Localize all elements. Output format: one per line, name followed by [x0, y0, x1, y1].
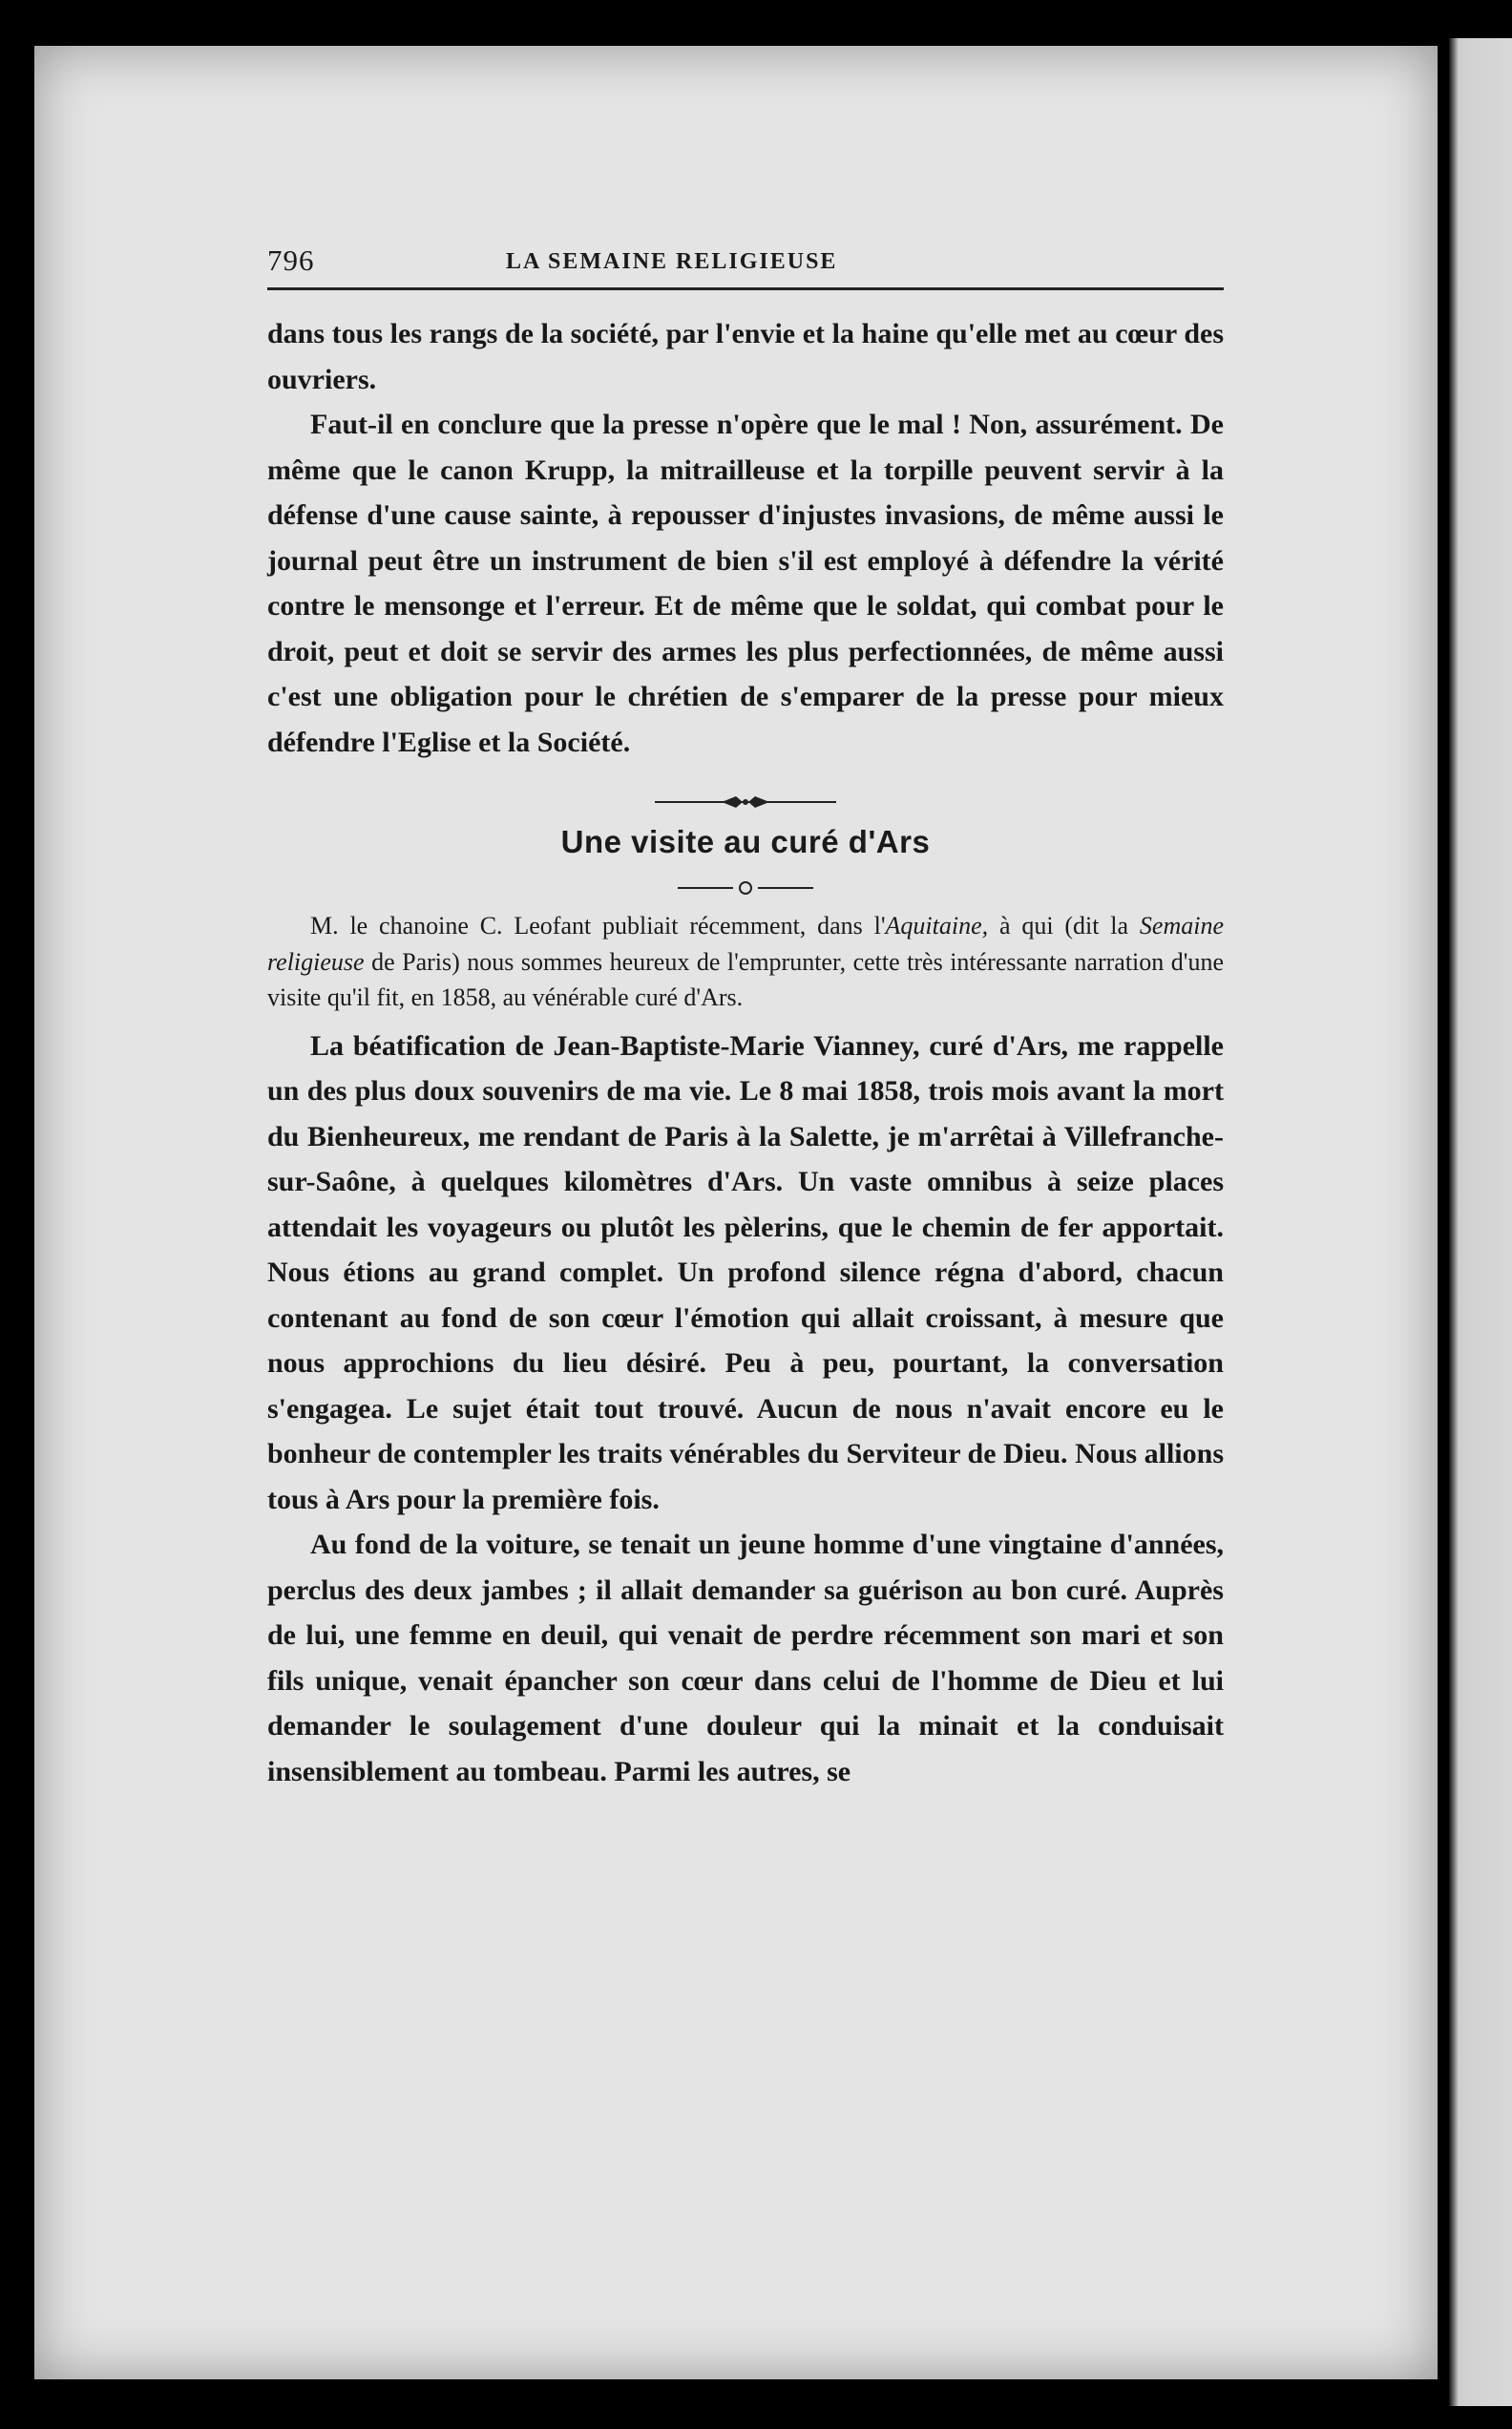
journal-title: LA SEMAINE RELIGIEUSE	[506, 249, 838, 274]
paragraph: La béatification de Jean-Baptiste-Marie Vianney, curé d'Ars, me rappelle un des plus doux souvenirs de ma vie. Le 8 mai 1858, trois mois avant la mort du Bienheureux, me rendant de Paris à la Salette, je m'arrêtai à Villefranche-sur-Saône, à quelques kilomètres d'Ars. Un vaste omnibus à seize places attendait les voyageurs ou plutôt les pèlerins, que le chemin de fer apportait. Nous étions au grand complet. Un profond silence régna d'abord, chacun contenant au fond de son cœur l'émotion qui allait croissant, à mesure que nous approchions du lieu désiré. Peu à peu, pourtant, la conversation s'engagea. Le sujet était tout trouvé. Aucun de nous n'avait encore eu le bonheur de contempler les traits vénérables du Serviteur de Dieu. Nous allions tous à Ars pour la première fois.	[267, 1029, 1224, 1515]
paragraph: Faut-il en conclure que la presse n'opère que le mal ! Non, assurément. De même que le canon Krupp, la mitrailleuse et la torpille peuvent servir à la défense d'une cause sainte, à repousser d'injustes invasions, de même aussi le journal peut être un instrument de bien s'il est employé à défendre la vérité contre le mensonge et l'erreur. Et de même que le soldat, qui combat pour le droit, peut et doit se servir des armes les plus perfectionnées, de même aussi c'est une obligation pour le chrétien de s'emparer de la presse pour mieux défendre l'Eglise et la Société.	[267, 409, 1224, 758]
page-content	[267, 243, 1224, 1794]
paragraph: Au fond de la voiture, se tenait un jeune homme d'une vingtaine d'années, perclus des deux jambes ; il allait demander sa guérison au bon curé. Auprès de lui, une femme en deuil, qui venait de perdre récemment son mari et son fils unique, venait épancher son cœur dans celui de l'homme de Dieu et lui demander le soulagement d'une douleur qui la minait et la conduisait insensiblement au tombeau. Parmi les autres, se	[267, 1529, 1224, 1787]
intro-note	[267, 908, 1224, 1016]
divider-line	[758, 887, 813, 889]
page-number: 796	[267, 243, 315, 277]
intro-text: à qui (dit la	[988, 912, 1140, 940]
main-text	[267, 1024, 1224, 1795]
divider-line	[678, 887, 733, 889]
opening-text	[267, 311, 1224, 765]
intro-paragraph	[267, 908, 1224, 1016]
intro-text: M. le chanoine C. Leofant publiait récemment, dans l'	[310, 912, 886, 940]
ornament-divider-icon	[655, 793, 836, 811]
divider-circle-icon	[739, 881, 752, 895]
title-divider	[267, 874, 1224, 898]
adjacent-page-edge	[1449, 38, 1512, 2406]
section-title: Une visite au curé d'Ars	[560, 824, 931, 859]
paragraph: dans tous les rangs de la société, par l'envie et la haine qu'elle met au cœur des ouvriers.	[267, 318, 1224, 395]
journal-name: Aquitaine,	[885, 912, 989, 940]
publication-name: Semaine religieuse	[267, 912, 1224, 976]
running-head	[267, 243, 1224, 290]
intro-text: de Paris) nous sommes heureux de l'emprunter, cette très intéressante narration d'une visite qu'il fit, en 1858, au vénérable curé d'Ars.	[267, 947, 1224, 1011]
